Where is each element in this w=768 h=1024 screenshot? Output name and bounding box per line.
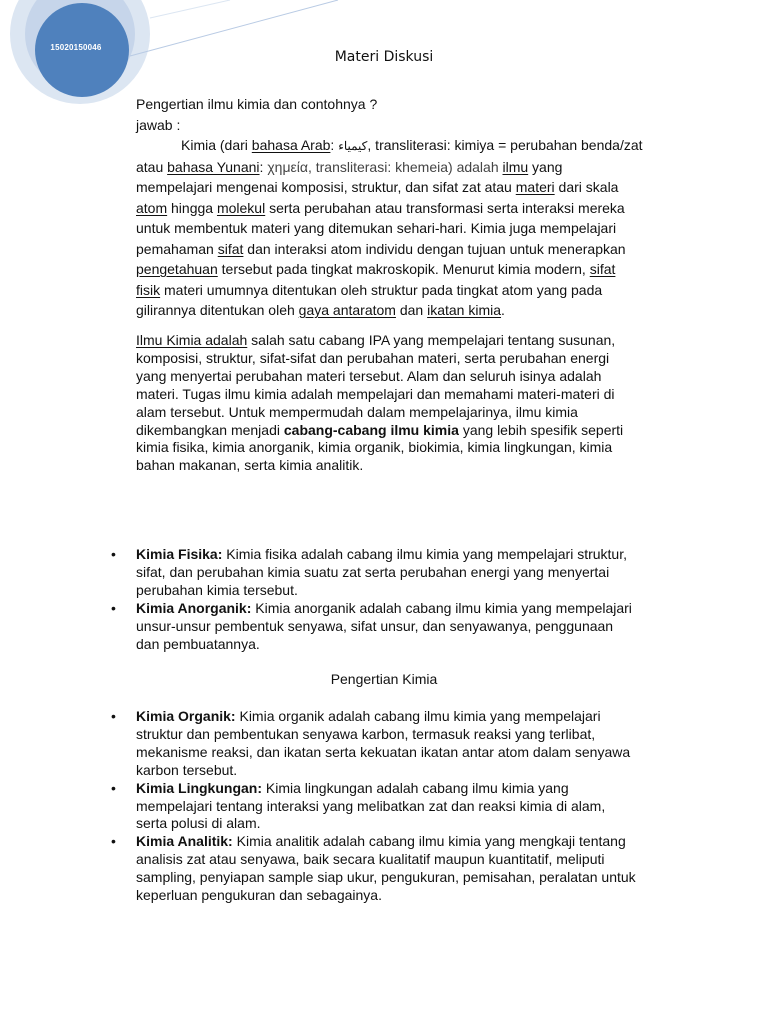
para1-line-1: Kimia (dari bahasa Arab: كيمياء, transliterasi: kimiya = perubahan benda/zat	[181, 137, 643, 153]
ilmu-kimia-paragraph	[136, 332, 672, 475]
para1-line-2: atau bahasa Yunani: χημεία, transliterasi: khemeia) adalah ilmu yang	[136, 158, 563, 175]
page-title: Materi Diskusi	[334, 49, 434, 65]
para1-line-8: fisik materi umumnya ditentukan oleh struktur pada tingkat atom yang pada	[136, 281, 603, 298]
link-bahasa-yunani[interactable]: bahasa Yunani	[167, 158, 260, 175]
link-ilmu-kimia[interactable]: Ilmu Kimia adalah	[136, 332, 248, 348]
para2-line-5: alam tersebut. Untuk mempermudah dalam mempelajarinya, ilmu kimia	[136, 403, 578, 420]
link-sifat-fisik-1[interactable]: sifat	[589, 261, 616, 277]
section-subheading: Pengertian Kimia	[330, 671, 438, 687]
link-molekul[interactable]: molekul	[216, 199, 266, 216]
list-item: • Kimia Analitik: Kimia analitik adalah cabang ilmu kimia yang mengkaji tentang analisis zat atau senyawa, baik secara kualitatif maupun kuantitatif, meliputi sampling, penyiapan sample siap ukur, pengukuran, pemisahan, peralatan untuk keperluan pengukuran dan sebagainya.	[111, 833, 636, 904]
answer-section	[136, 94, 672, 321]
para2-line-7: kimia fisika, kimia anorganik, kimia organik, biokimia, kimia lingkungan, kimia	[136, 439, 613, 456]
para1-line-5: untuk membentuk materi yang ditemukan sehari-hari. Kimia juga mempelajari	[136, 220, 617, 236]
para2-line-1: Ilmu Kimia adalah salah satu cabang IPA yang mempelajari tentang susunan,	[136, 332, 616, 348]
link-bahasa-arab[interactable]: bahasa Arab	[251, 137, 331, 153]
para2-line-3: yang menyertai perubahan materi tersebut. Alam dan seluruh isinya adalah	[136, 367, 602, 384]
list-item: • Kimia Anorganik: Kimia anorganik adalah cabang ilmu kimia yang mempelajari unsur-unsur pembentuk senyawa, sifat unsur, dan senyawanya, penggunaan dan pembuatannya.	[111, 599, 632, 652]
para1-line-7: pengetahuan tersebut pada tingkat makroskopik. Menurut kimia modern, sifat	[136, 261, 616, 277]
para2-line-8: bahan makanan, serta kimia analitik.	[136, 457, 364, 474]
bullet-icon: •	[111, 779, 116, 796]
link-sifat[interactable]: sifat	[217, 240, 244, 257]
link-gaya-antaratom[interactable]: gaya antaratom	[298, 302, 396, 318]
link-ikatan-kimia[interactable]: ikatan kimia	[427, 302, 502, 318]
link-materi[interactable]: materi	[515, 179, 555, 195]
student-id-badge: 15020150046	[50, 43, 102, 52]
question-text: Pengertian ilmu kimia dan contohnya ?	[136, 96, 378, 112]
link-atom[interactable]: atom	[136, 199, 168, 216]
branch-list-1	[110, 546, 690, 653]
para2-line-6: dikembangkan menjadi cabang-cabang ilmu kimia yang lebih spesifik seperti	[136, 421, 624, 438]
para2-line-2: komposisi, struktur, sifat-sifat dan perubahan materi, serta perubahan energi	[136, 349, 610, 366]
link-sifat-fisik-2[interactable]: fisik	[136, 281, 161, 298]
list-item: • Kimia Lingkungan: Kimia lingkungan adalah cabang ilmu kimia yang mempelajari tentang interaksi yang melibatkan zat dan reaksi kimia di alam, serta polusi di alam.	[111, 779, 606, 832]
para1-line-3: mempelajari mengenai komposisi, struktur, dan sifat zat atau materi dari skala	[136, 179, 619, 195]
link-ilmu[interactable]: ilmu	[502, 158, 529, 175]
bullet-icon: •	[111, 833, 116, 850]
branch-list-2	[110, 708, 690, 905]
link-pengetahuan[interactable]: pengetahuan	[136, 261, 218, 277]
para1-line-9: gilirannya ditentukan oleh gaya antaratom dan ikatan kimia.	[136, 302, 505, 318]
para1-line-6: pemahaman sifat dan interaksi atom individu dengan tujuan untuk menerapkan	[136, 240, 626, 257]
bullet-icon: •	[111, 599, 116, 616]
bullet-icon: •	[111, 708, 116, 724]
answer-label: jawab :	[136, 116, 181, 133]
list-item: • Kimia Organik: Kimia organik adalah cabang ilmu kimia yang mempelajari struktur dan pembentukan senyawa karbon, termasuk reaksi yang terlibat, mekanisme reaksi, dan ikatan serta kekuatan ikatan antar atom dalam senyawa karbon tersebut.	[111, 708, 631, 778]
para2-line-4: materi. Tugas ilmu kimia adalah mempelajari dan memahami materi-materi di	[136, 385, 615, 402]
para1-line-4: atom hingga molekul serta perubahan atau transformasi serta interaksi mereka	[136, 199, 625, 216]
bullet-icon: •	[111, 546, 116, 562]
list-item: • Kimia Fisika: Kimia fisika adalah cabang ilmu kimia yang mempelajari struktur, sifat, dan perubahan kimia suatu zat serta perubahan energi yang menyertai perubahan kimia tersebut.	[111, 546, 627, 598]
